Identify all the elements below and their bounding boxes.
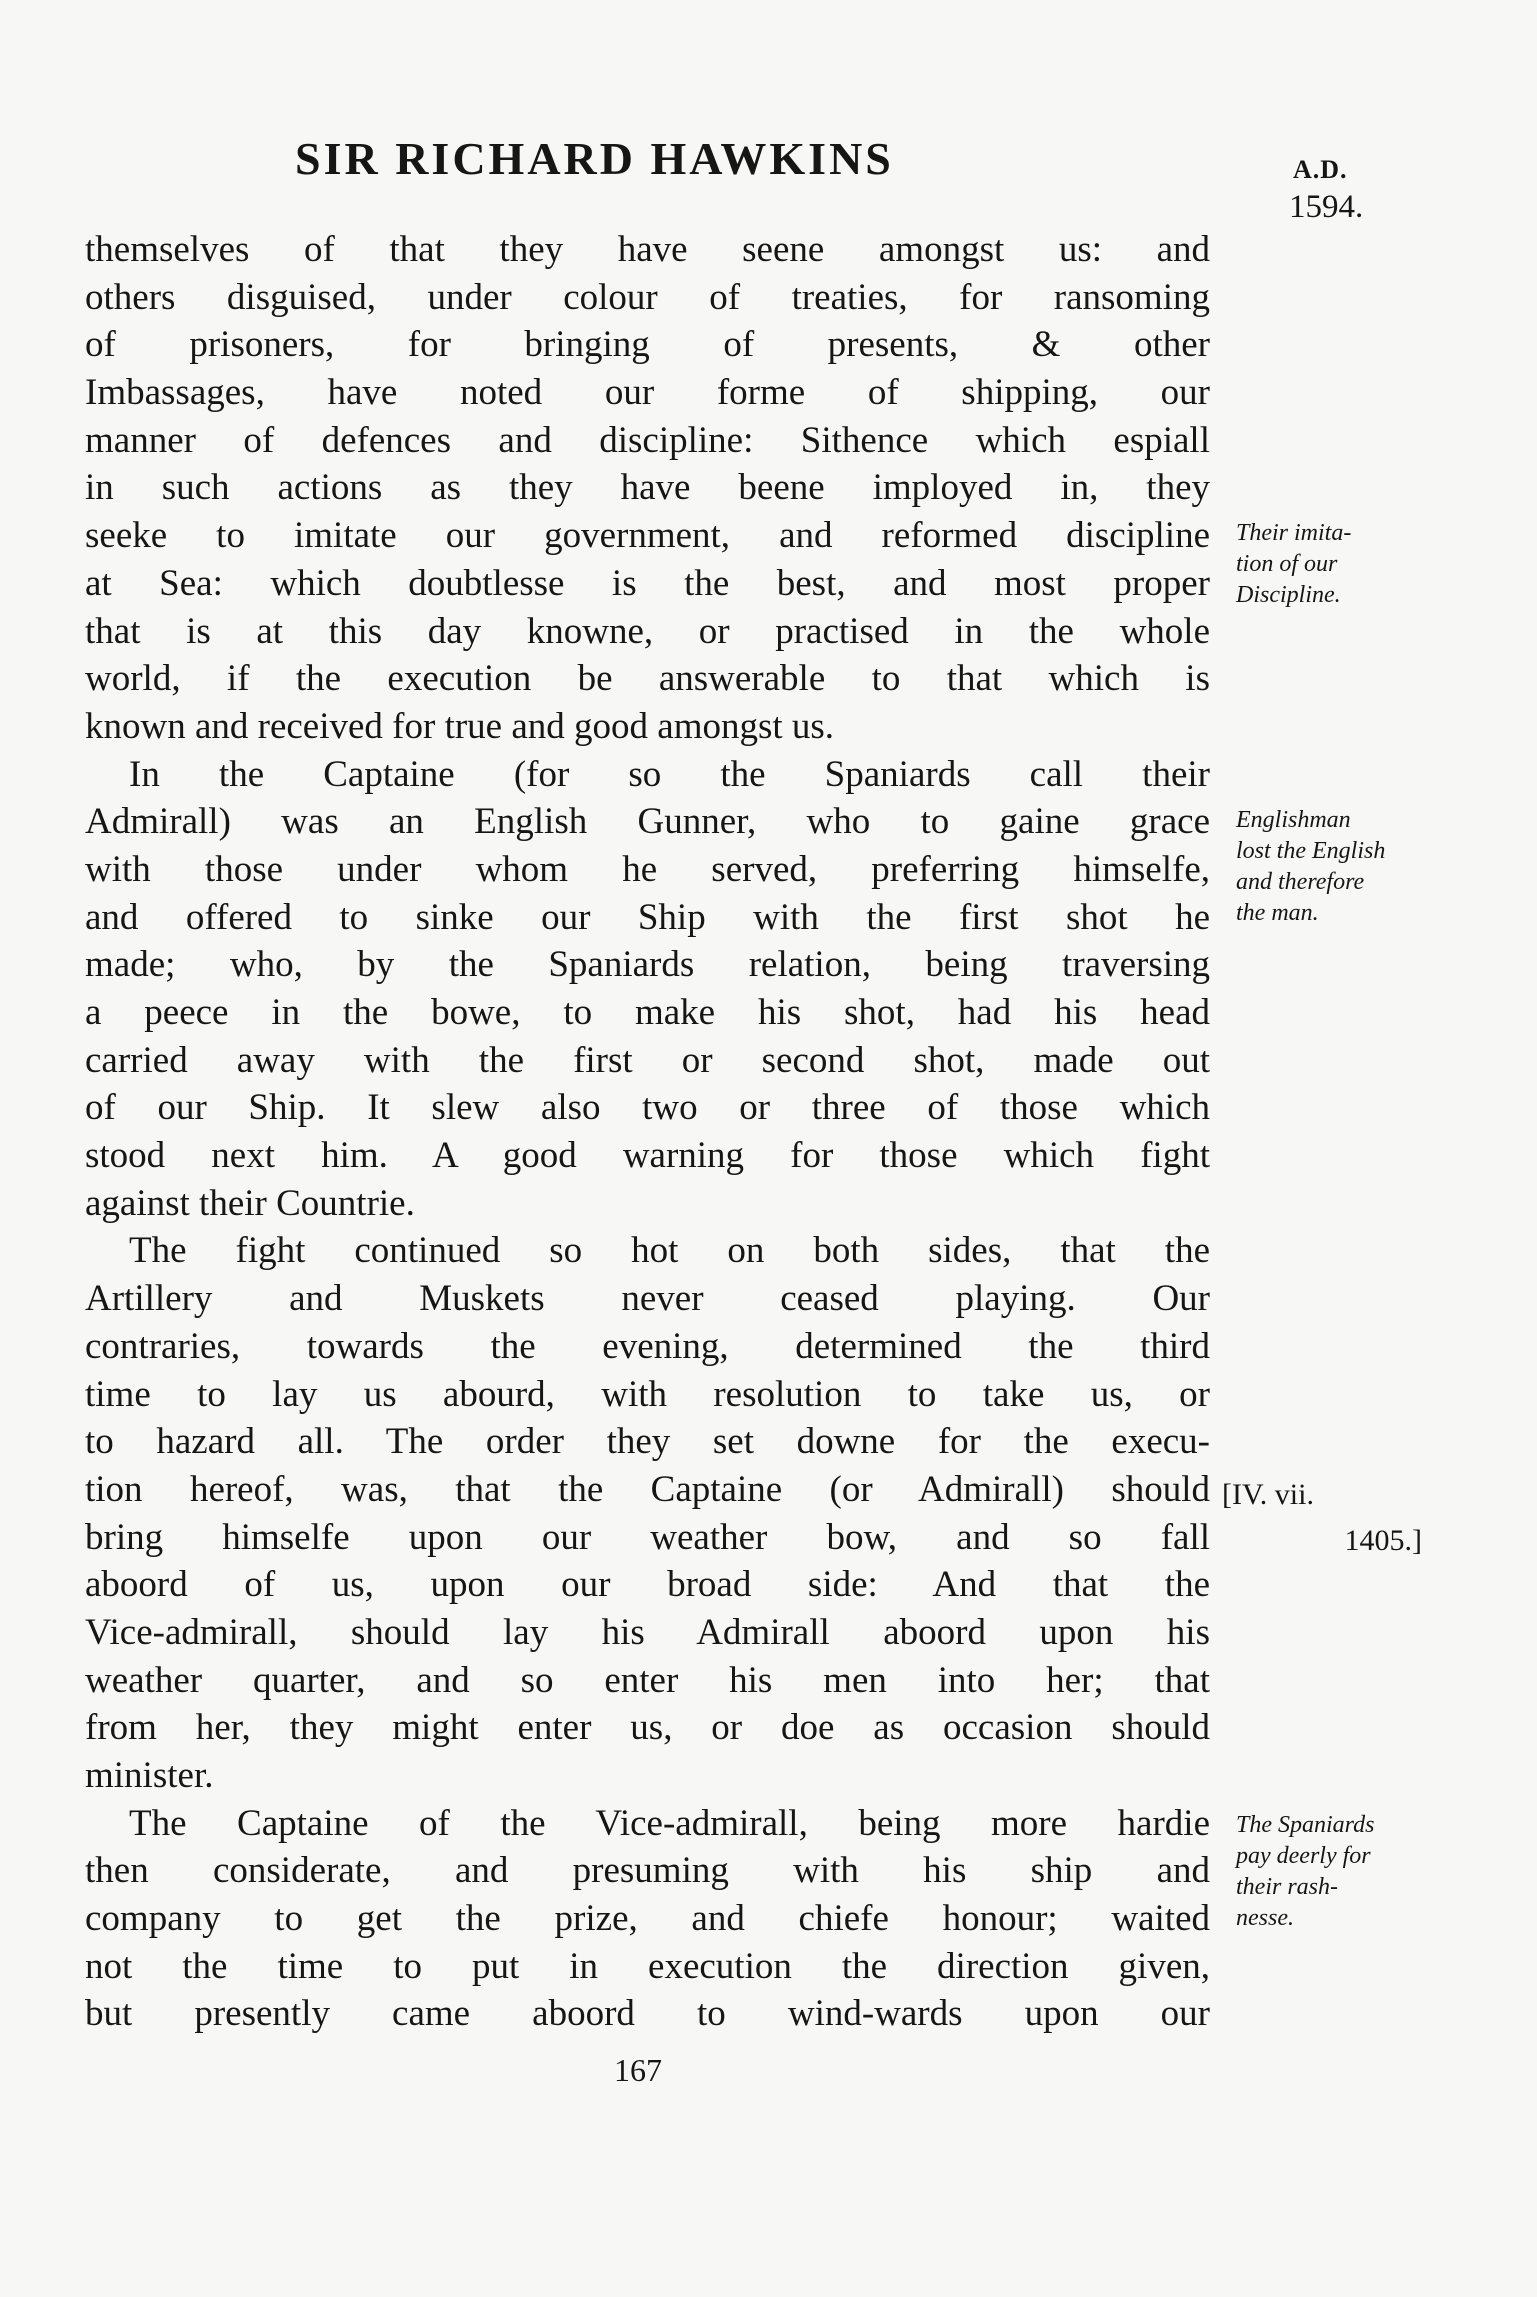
- text-line: others disguised, under colour of treaties, for ransoming: [85, 276, 1210, 318]
- text-line: then considerate, and presuming with his ship and: [85, 1850, 1210, 1892]
- text-line: that is at this day knowne, or practised in the whole: [85, 610, 1210, 652]
- text-line: with those under whom he served, preferring himselfe,: [85, 848, 1210, 890]
- text-line: minister.: [85, 1755, 214, 1796]
- text-line: aboord of us, upon our broad side: And that the: [85, 1564, 1210, 1606]
- text-line: Artillery and Muskets never ceased playing. Our: [85, 1278, 1210, 1320]
- text-line: against their Countrie.: [85, 1182, 415, 1224]
- text-line: Imbassages, have noted our forme of shipping, our: [85, 372, 1210, 414]
- text-line: time to lay us abourd, with resolution to take us, or: [85, 1373, 1210, 1415]
- text-line: in such actions as they have beene imployed in, they: [85, 467, 1210, 509]
- text-line: to hazard all. The order they set downe for the execu-: [85, 1421, 1210, 1463]
- text-line: world, if the execution be answerable to that which is: [85, 658, 1210, 700]
- margin-note-spaniards: [1236, 1810, 1446, 1934]
- body-text: [85, 226, 1210, 2038]
- margin-note-line: pay deerly for: [1236, 1843, 1371, 1869]
- year-label: A.D.: [1293, 155, 1348, 184]
- page-number: 167: [614, 2052, 662, 2088]
- text-line: of our Ship. It slew also two or three of those which: [85, 1087, 1210, 1129]
- margin-note-line: lost the English: [1236, 838, 1386, 864]
- text-line: of prisoners, for bringing of presents, & other: [85, 324, 1210, 366]
- running-head-title: SIR RICHARD HAWKINS: [295, 133, 894, 184]
- margin-note-line: and therefore: [1236, 869, 1365, 895]
- margin-note-englishman: [1236, 805, 1446, 929]
- text-line: seeke to imitate our government, and reformed discipline: [85, 515, 1210, 557]
- text-line: made; who, by the Spaniards relation, being traversing: [85, 944, 1210, 986]
- text-line: stood next him. A good warning for those which fight: [85, 1135, 1210, 1177]
- text-line: not the time to put in execution the direction given,: [85, 1945, 1210, 1987]
- text-line: Vice-admirall, should lay his Admirall aboord upon his: [85, 1611, 1210, 1653]
- text-line: bring himselfe upon our weather bow, and so fall: [85, 1516, 1210, 1558]
- text-line: In the Captaine (for so the Spaniards call their: [129, 753, 1210, 795]
- margin-note-line: Their imita-: [1236, 520, 1352, 546]
- margin-note-line: Discipline.: [1236, 582, 1341, 608]
- margin-note-line: the man.: [1236, 900, 1319, 926]
- text-line: manner of defences and discipline: Sithence which espiall: [85, 419, 1210, 461]
- text-line: at Sea: which doubtlesse is the best, and most proper: [85, 562, 1210, 604]
- text-line: Admirall) was an English Gunner, who to gaine grace: [85, 801, 1210, 843]
- text-line: from her, they might enter us, or doe as occasion should: [85, 1707, 1210, 1749]
- margin-note-line: tion of our: [1236, 551, 1338, 577]
- margin-reference-line: 1405.]: [1344, 1524, 1422, 1557]
- margin-note-line: Englishman: [1236, 807, 1351, 833]
- text-line: themselves of that they have seene amongst us: and: [85, 229, 1210, 270]
- margin-note-discipline: [1236, 518, 1446, 611]
- margin-note-line: nesse.: [1236, 1905, 1294, 1931]
- margin-note-line: their rash-: [1236, 1874, 1338, 1900]
- text-line: weather quarter, and so enter his men into her; that: [85, 1659, 1210, 1701]
- year: 1594.: [1289, 189, 1364, 225]
- text-line: contraries, towards the evening, determined the third: [85, 1325, 1210, 1367]
- text-line: The fight continued so hot on both sides, that the: [129, 1230, 1210, 1272]
- text-line: a peece in the bowe, to make his shot, had his head: [85, 992, 1210, 1033]
- text-line: The Captaine of the Vice-admirall, being more hardie: [129, 1802, 1210, 1844]
- text-line: known and received for true and good amongst us.: [85, 705, 835, 747]
- text-line: tion hereof, was, that the Captaine (or Admirall) should: [85, 1468, 1210, 1510]
- margin-reference: [1222, 1472, 1432, 1564]
- text-line: carried away with the first or second shot, made out: [85, 1039, 1210, 1081]
- text-line: but presently came aboord to wind-wards upon our: [85, 1993, 1210, 2035]
- text-line: company to get the prize, and chiefe honour; waited: [85, 1898, 1210, 1940]
- margin-reference-line: [IV. vii.: [1222, 1478, 1314, 1511]
- margin-note-line: The Spaniards: [1236, 1812, 1375, 1838]
- text-line: and offered to sinke our Ship with the first shot he: [85, 896, 1210, 938]
